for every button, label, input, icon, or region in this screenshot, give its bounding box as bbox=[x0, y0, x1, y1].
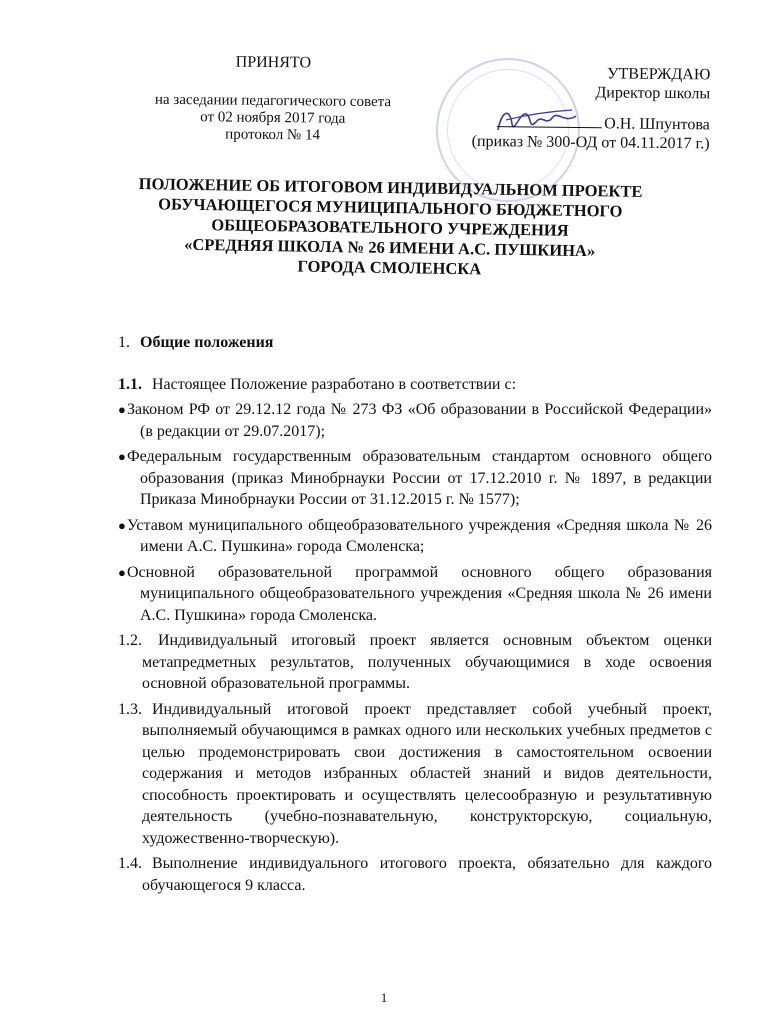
accepted-block bbox=[128, 52, 419, 145]
title-line: ОБЩЕОБРАЗОВАТЕЛЬНОГО УЧРЕЖДЕНИЯ bbox=[211, 215, 569, 240]
clause-1-3 bbox=[118, 699, 712, 850]
clause-1-1 bbox=[118, 374, 712, 396]
title-line: ОБУЧАЮЩЕГОСЯ МУНИЦИПАЛЬНОГО БЮДЖЕТНОГО bbox=[158, 194, 623, 221]
signature-underline bbox=[497, 126, 602, 128]
list-item-text: Основной образовательной программой основного общего образования муниципального общеобразовательного учреждения «Средняя школа № 26 имени А.С. Пушкина» города Смоленска. bbox=[127, 563, 712, 624]
clause-1-2 bbox=[118, 630, 712, 695]
list-item-text: Федеральным государственным образовательным стандартом основного общего образования (приказ Минобрнауки России от 17.12.2010 г. № 1897, в редакции Приказа Минобрнауки России от 31.12.2015 г. № 1577); bbox=[127, 448, 712, 508]
document-body bbox=[118, 332, 712, 900]
clause-number: 1.4. bbox=[118, 855, 142, 872]
approve-position: Директор школы bbox=[595, 84, 711, 103]
bullet-icon: ● bbox=[118, 449, 126, 464]
approve-name: О.Н. Шпунтова bbox=[604, 115, 710, 134]
section-title: Общие положения bbox=[140, 334, 274, 351]
title-line: ГОРОДА СМОЛЕНСКА bbox=[297, 256, 482, 279]
list-item bbox=[118, 515, 712, 558]
bullet-icon: ● bbox=[118, 402, 126, 417]
clause-number: 1.3. bbox=[118, 700, 142, 718]
section-number: 1. bbox=[118, 334, 130, 351]
approve-block bbox=[440, 63, 711, 154]
list-item-text: Законом РФ от 29.12.12 года № 273 ФЗ «Об образовании в Российской Федерации» (в редакции от 29.07.2017); bbox=[127, 401, 712, 440]
clause-number: 1.2. bbox=[118, 632, 142, 649]
list-item bbox=[118, 446, 712, 511]
document-title bbox=[119, 174, 661, 282]
clause-text: Настоящее Положение разработано в соответствии с: bbox=[152, 375, 517, 393]
approve-title: УТВЕРЖДАЮ bbox=[607, 65, 711, 84]
clause-text: Индивидуальный итоговой проект представляет собой учебный проект, выполняемый обучающимся в рамках одного или нескольких учебных предметов с целью продемонстрировать свои достижения в самостоятельном освоении содержания и методов избранных областей знаний и видов деятельности, способность проектировать и осуществлять целесообразную и результативную деятельность (учебно-познавательную, конструкторскую, социальную, художественно-творческую). bbox=[142, 700, 712, 847]
section-heading bbox=[118, 332, 712, 354]
title-line: «СРЕДНЯЯ ШКОЛА № 26 ИМЕНИ А.С. ПУШКИНА» bbox=[184, 234, 596, 261]
accepted-title: ПРИНЯТО bbox=[235, 53, 312, 72]
list-item bbox=[118, 399, 712, 442]
clause-text: Индивидуальный итоговый проект является основным объектом оценки метапредметных результатов, полученных обучающимися в ходе освоения основной образовательной программы. bbox=[142, 632, 712, 692]
title-line: ПОЛОЖЕНИЕ ОБ ИТОГОВОМ ИНДИВИДУАЛЬНОМ ПРОЕКТЕ bbox=[138, 174, 643, 201]
bullet-icon: ● bbox=[118, 517, 126, 533]
approve-order: (приказ № 300-ОД от 04.11.2017 г.) bbox=[471, 132, 710, 153]
bullet-icon: ● bbox=[118, 564, 126, 580]
clause-1-4 bbox=[118, 853, 712, 896]
accepted-line: от 02 ноября 2017 года bbox=[200, 109, 346, 127]
page-number: 1 bbox=[380, 990, 388, 1005]
accepted-line: на заседании педагогического совета bbox=[154, 91, 392, 111]
list-item-text: Уставом муниципального общеобразовательного учреждения «Средняя школа № 26 имени А.С. Пушкина» города Смоленска; bbox=[127, 516, 712, 555]
clause-text: Выполнение индивидуального итогового проекта, обязательно для каждого обучающегося 9 класса. bbox=[142, 855, 712, 894]
clause-number: 1.1. bbox=[118, 375, 142, 393]
list-item bbox=[118, 562, 712, 627]
accepted-line: протокол № 14 bbox=[225, 126, 321, 144]
